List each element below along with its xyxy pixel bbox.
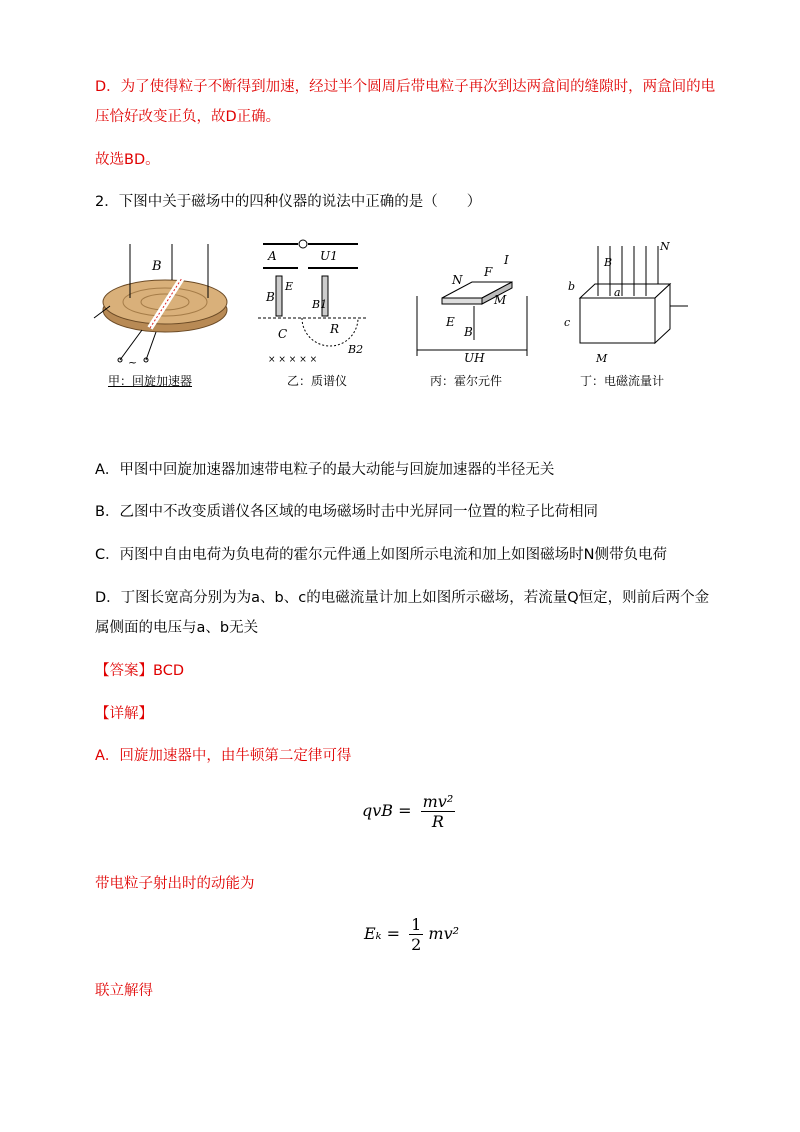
fig2-label-r: R [330,322,340,336]
fig4-label-a: a [614,286,621,299]
fig2-label-e: E [285,280,294,293]
question-stem: 2．下图中关于磁场中的四种仪器的说法中正确的是（ ） [95,194,482,210]
fig2-label-b1: B1 [312,298,328,311]
caption-hall-element: 丙：霍尔元件 [430,374,503,388]
fig4-label-b-width: b [568,280,576,293]
fig2-label-b2: B2 [348,343,364,356]
fig3-label-uh: UH [464,351,485,364]
fig4-label-m: M [596,352,608,365]
hall-element-figure [412,246,532,364]
eq2-fraction [409,915,423,954]
eq1-denominator: R [431,812,444,831]
fig4-label-b: B [604,256,613,269]
fig2-label-c: C [278,327,288,341]
eq2-rhs: mv² [428,924,460,943]
fig2-label-b: B [266,290,275,304]
flowmeter-figure [560,240,690,366]
option-d-line2: 属侧面的电压与a、b无关 [95,620,259,636]
svg-text:× × × × ×: × × × × × [268,355,318,365]
fig3-label-n: N [452,273,463,287]
detail-a-intro: A．回旋加速器中，由牛顿第二定律可得 [95,748,352,764]
eq1-numerator: mv² [422,792,454,811]
eq1-fraction [421,792,456,831]
fig3-label-b: B [464,325,473,339]
fig4-label-n: N [660,240,670,253]
detail-combine: 联立解得 [95,983,153,999]
fig2-label-u1: U1 [320,249,338,263]
eq2-numerator: 1 [411,915,422,934]
option-b: B．乙图中不改变质谱仪各区域的电场磁场时击中光屏同一位置的粒子比荷相同 [95,504,598,520]
fig3-label-f: F [484,265,493,279]
option-c: C．丙图中自由电荷为负电荷的霍尔元件通上如图所示电流和加上如图磁场时N侧带负电荷 [95,547,667,563]
fig3-label-e: E [446,315,455,329]
equation-kinetic-energy [364,915,459,954]
eq1-lhs: qvB = [362,801,412,820]
fig1-label-b: B [152,259,162,274]
option-d-line1: D．丁图长宽高分别为为a、b、c的电磁流量计加上如图所示磁场，若流量Q恒定，则前后两个金 [95,590,710,606]
fig3-label-i: I [504,253,509,267]
fig4-label-c: c [564,316,571,329]
answer-label: 【答案】BCD [95,663,184,679]
fig1-label-ac: ~ [128,356,138,368]
prev-option-d-line2: 压恰好改变正负，故D正确。 [95,109,281,125]
prev-choice: 故选BD。 [95,152,160,168]
detail-ke-intro: 带电粒子射出时的动能为 [95,876,255,892]
fig2-label-a: A [268,249,277,263]
caption-cyclotron: 甲：回旋加速器 [108,374,193,388]
mass-spectrometer-figure [258,238,373,368]
eq2-denominator: 2 [411,935,422,954]
caption-flowmeter: 丁：电磁流量计 [580,374,665,388]
fig3-label-m: M [494,293,507,307]
caption-mass-spectrometer: 乙：质谱仪 [287,374,348,388]
equation-newton [362,792,455,831]
cyclotron-figure [90,238,240,368]
eq2-lhs: Eₖ = [364,924,401,943]
detail-label: 【详解】 [95,706,153,722]
option-a: A．甲图中回旋加速器加速带电粒子的最大动能与回旋加速器的半径无关 [95,462,555,478]
prev-option-d-line1: D．为了使得粒子不断得到加速，经过半个圆周后带电粒子再次到达两盒间的缝隙时，两盒间的电 [95,79,716,95]
